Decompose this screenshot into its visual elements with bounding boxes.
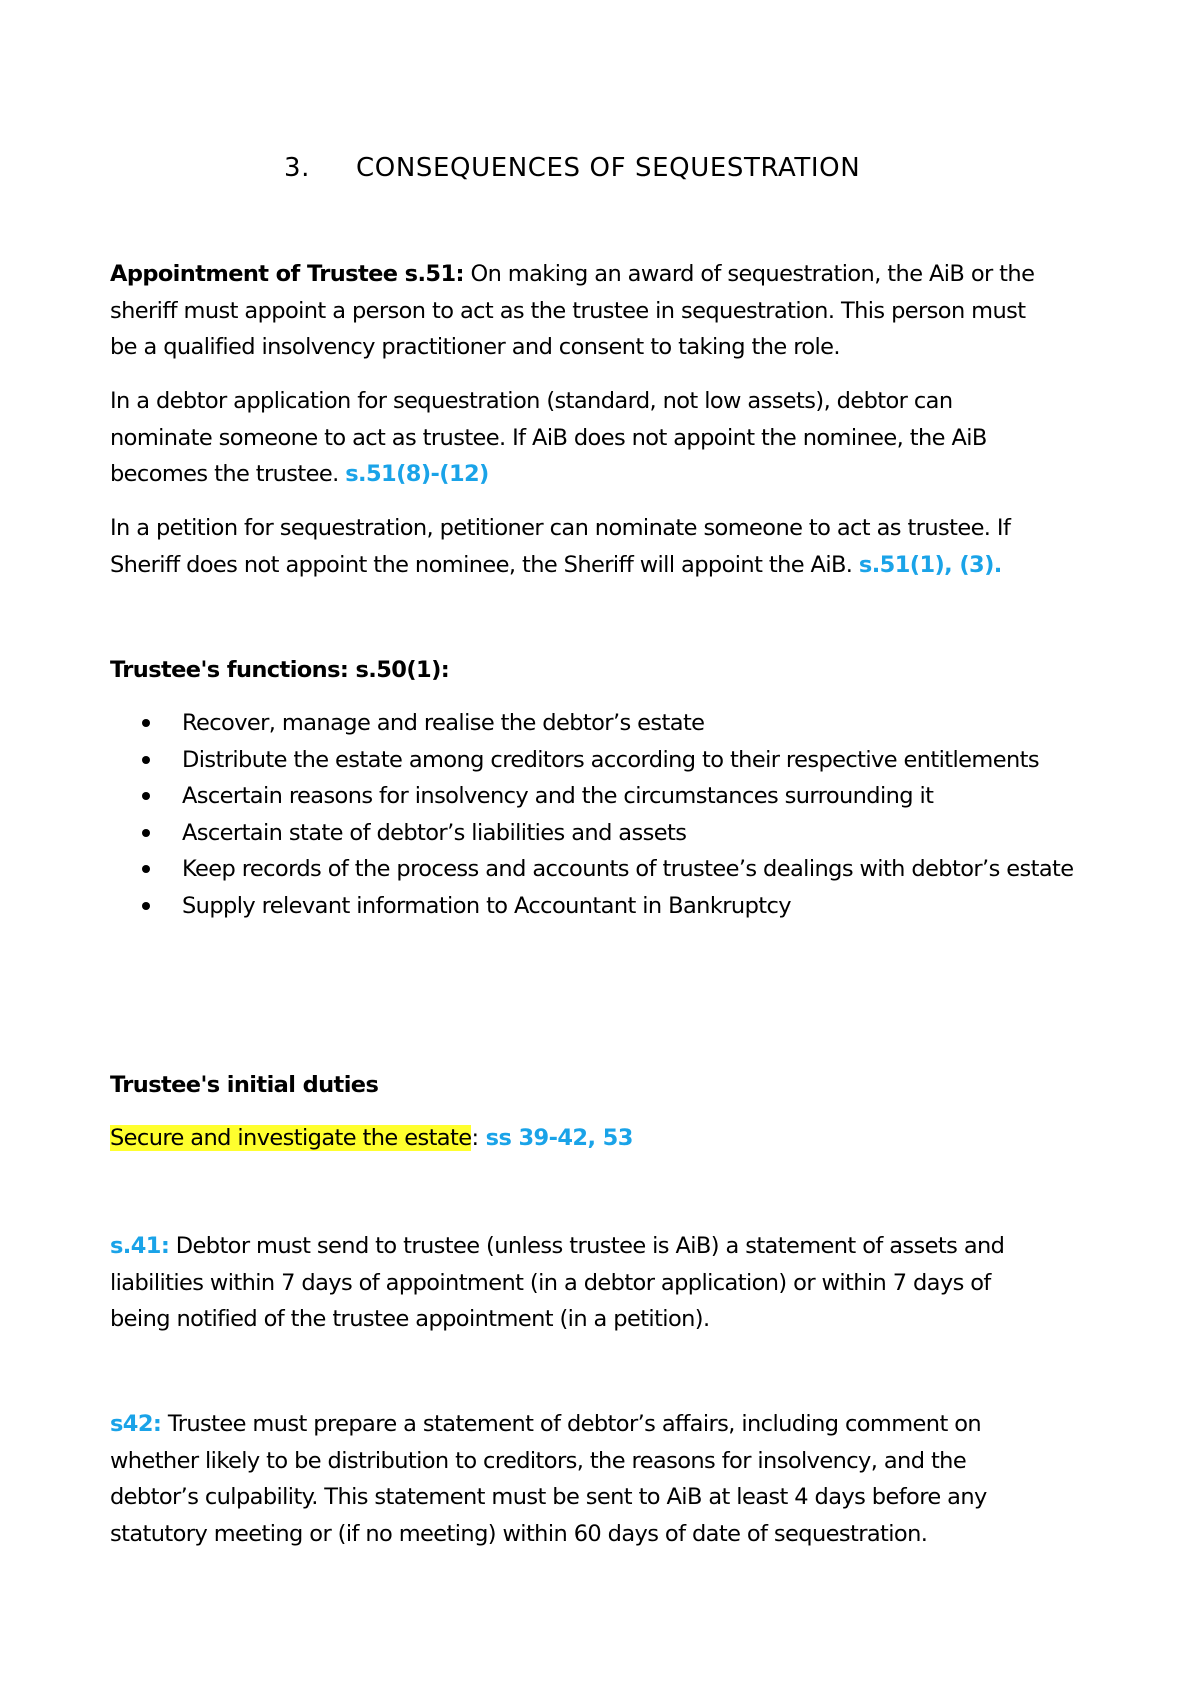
colon-text: :	[471, 1125, 479, 1151]
paragraph-line: becomes the trustee.	[110, 461, 346, 487]
debtor-application-paragraph	[110, 383, 1110, 493]
paragraph-line: statutory meeting or (if no meeting) within 60 days of date of sequestration.	[110, 1520, 928, 1547]
appointment-paragraph	[110, 256, 1110, 366]
list-item-text: Recover, manage and realise the debtor’s estate	[182, 710, 705, 736]
paragraph-line: In a petition for sequestration, petitioner can nominate someone to act as trustee. If	[110, 515, 1011, 541]
highlighted-text: Secure and investigate the estate	[110, 1125, 472, 1151]
s42-paragraph	[110, 1406, 1110, 1552]
s41-paragraph	[110, 1228, 1110, 1338]
paragraph-line: Trustee must prepare a statement of debtor’s affairs, including comment on	[161, 1411, 982, 1437]
bullet-icon	[142, 756, 150, 764]
paragraph-line: Debtor must send to trustee (unless trustee is AiB) a statement of assets and	[169, 1233, 1005, 1259]
list-item-text: Ascertain reasons for insolvency and the circumstances surrounding it	[182, 783, 934, 809]
paragraph-line: whether likely to be distribution to creditors, the reasons for insolvency, and the	[110, 1447, 967, 1474]
section-reference: ss 39-42, 53	[478, 1125, 633, 1151]
list-item-text: Distribute the estate among creditors according to their respective entitlements	[182, 746, 1039, 773]
bullet-icon	[142, 829, 150, 837]
page-title	[284, 148, 860, 188]
section-reference: s.41:	[110, 1233, 170, 1259]
paragraph-line: debtor’s culpability. This statement must be sent to AiB at least 4 days before any	[110, 1484, 987, 1510]
list-item	[110, 778, 1110, 815]
section-reference: s.51(1), (3)	[858, 551, 994, 578]
section-reference: s.51(8)-(12)	[345, 461, 489, 487]
appointment-heading: Appointment of Trustee s.51:	[110, 261, 464, 287]
petition-paragraph	[110, 510, 1110, 583]
section-number: 3.	[284, 153, 311, 183]
list-item-text: Ascertain state of debtor’s liabilities and assets	[182, 819, 687, 846]
paragraph-line: liabilities within 7 days of appointment (in a debtor application) or within 7 days of	[110, 1269, 991, 1296]
functions-list	[110, 705, 1110, 924]
initial-duties-heading: Trustee's initial duties	[110, 1072, 379, 1098]
list-item	[110, 742, 1110, 779]
bullet-icon	[142, 902, 150, 910]
list-item-text: Supply relevant information to Accountant in Bankruptcy	[182, 892, 791, 919]
section-reference-tail: .	[993, 551, 1002, 578]
list-item-text: Keep records of the process and accounts of trustee’s dealings with debtor’s estate	[182, 856, 1074, 882]
list-item	[110, 888, 1110, 925]
appointment-text-line: be a qualified insolvency practitioner and consent to taking the role.	[110, 334, 840, 360]
section-reference: s42:	[110, 1411, 162, 1437]
functions-heading: Trustee's functions: s.50(1):	[110, 657, 450, 683]
list-item	[110, 851, 1110, 888]
appointment-text-line: On making an award of sequestration, the AiB or the	[463, 261, 1035, 287]
section-title: CONSEQUENCES OF SEQUESTRATION	[356, 153, 861, 183]
paragraph-line: nominate someone to act as trustee. If AiB does not appoint the nominee, the AiB	[110, 424, 987, 451]
list-item	[110, 815, 1110, 852]
paragraph-line: In a debtor application for sequestration (standard, not low assets), debtor can	[110, 388, 953, 414]
appointment-text-line: sheriff must appoint a person to act as the trustee in sequestration. This person must	[110, 297, 1026, 324]
bullet-icon	[142, 719, 150, 727]
bullet-icon	[142, 865, 150, 873]
secure-estate-line	[110, 1120, 1110, 1157]
paragraph-line: Sheriff does not appoint the nominee, the Sheriff will appoint the AiB.	[110, 551, 859, 578]
list-item	[110, 705, 1110, 742]
bullet-icon	[142, 792, 150, 800]
paragraph-line: being notified of the trustee appointment (in a petition).	[110, 1306, 710, 1332]
